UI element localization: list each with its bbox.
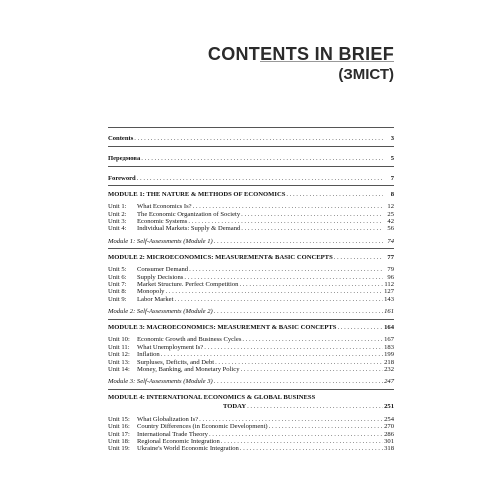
page-number: 79 — [387, 266, 394, 274]
divider — [108, 185, 394, 186]
entry-title: The Economic Organization of Society — [137, 210, 241, 218]
unit-number: Unit 12: — [108, 351, 130, 359]
entry-title: Economic Systems — [137, 217, 188, 225]
title-rule — [260, 61, 394, 62]
unit-number: Unit 13: — [108, 358, 130, 366]
entry-title: Monopoly — [137, 288, 165, 296]
unit-entry — [108, 203, 394, 210]
page-number: 232 — [384, 366, 394, 374]
page-number: 199 — [384, 351, 394, 359]
module-heading — [108, 252, 394, 261]
dot-leader — [240, 446, 383, 453]
divider — [108, 389, 394, 390]
module-heading — [108, 402, 394, 411]
unit-number: Unit 18: — [108, 438, 130, 445]
page-number: 77 — [387, 253, 394, 261]
toc-entry — [108, 150, 394, 163]
unit-entry — [108, 351, 394, 358]
dot-leader — [188, 219, 383, 226]
table-of-contents — [108, 127, 394, 453]
entry-title: Economic Growth and Business Cycles — [137, 336, 242, 344]
unit-number: Unit 15: — [108, 415, 130, 423]
page-number: 183 — [384, 343, 394, 351]
entry-title: Surpluses, Deficits, and Debt — [137, 358, 215, 366]
unit-number: Unit 3: — [108, 217, 127, 225]
unit-entry — [108, 226, 394, 233]
entry-title: MODULE 3: MACROECONOMICS: MEASUREMENT & BASIC CONCEPTS — [108, 324, 337, 332]
dot-leader — [241, 211, 383, 218]
unit-number: Unit 7: — [108, 280, 127, 288]
dot-leader — [239, 282, 383, 289]
page-number: 247 — [384, 378, 394, 386]
unit-number: Unit 9: — [108, 295, 127, 303]
dot-leader — [214, 379, 383, 386]
page-number: 12 — [387, 203, 394, 211]
entry-title: Consumer Demand — [137, 266, 189, 274]
unit-entry — [108, 366, 394, 373]
entry-title: International Trade Theory — [137, 430, 208, 438]
unit-entry — [108, 289, 394, 296]
entry-title: What Globalization Is? — [137, 415, 199, 423]
page-number: 218 — [384, 358, 394, 366]
unit-number: Unit 5: — [108, 266, 127, 274]
unit-number: Unit 1: — [108, 203, 127, 211]
self-assessment-entry — [108, 379, 394, 386]
module-heading — [108, 189, 394, 198]
dot-leader — [214, 309, 383, 316]
dot-leader — [165, 289, 383, 296]
unit-number: Unit 4: — [108, 225, 127, 233]
page-number: 161 — [384, 308, 394, 316]
entry-title: What Unemployment Is? — [137, 343, 204, 351]
dot-leader — [221, 439, 383, 446]
divider — [108, 166, 394, 167]
unit-number: Unit 8: — [108, 288, 127, 296]
entry-title: Labor Market — [137, 295, 174, 303]
unit-number: Unit 11: — [108, 343, 130, 351]
page-number: 301 — [384, 438, 394, 445]
entry-title: Regional Economic Integration — [137, 438, 220, 445]
entry-title: TODAY — [223, 403, 247, 411]
page-number: 96 — [387, 273, 394, 281]
toc-entry — [108, 170, 394, 183]
dot-leader — [241, 367, 384, 374]
dot-leader — [247, 404, 383, 411]
entry-title: Foreword — [108, 174, 136, 182]
unit-number: Unit 6: — [108, 273, 127, 281]
divider — [108, 146, 394, 147]
self-assessment-entry — [108, 238, 394, 245]
entry-title: Individual Markets: Supply & Demand — [137, 225, 241, 233]
dot-leader — [193, 204, 383, 211]
entry-title: Country Differences (in Economic Development) — [137, 423, 268, 431]
unit-number: Unit 17: — [108, 430, 130, 438]
entry-title: Inflation — [137, 351, 160, 359]
entry-title: Contents — [108, 135, 134, 143]
unit-entry — [108, 423, 394, 430]
unit-entry — [108, 446, 394, 453]
dot-leader — [337, 325, 383, 332]
divider — [108, 248, 394, 249]
page-number: 25 — [387, 210, 394, 218]
entry-title: Ukraine's World Economic Integration — [137, 445, 239, 453]
divider — [108, 319, 394, 320]
page-number: 5 — [390, 155, 394, 162]
dot-leader — [214, 238, 383, 245]
unit-entry — [108, 266, 394, 273]
self-assessment-entry — [108, 308, 394, 315]
dot-leader — [174, 296, 383, 303]
page-number: 254 — [384, 415, 394, 423]
dot-leader — [269, 424, 383, 431]
page-number: 42 — [387, 217, 394, 225]
entry-title: Module 3: Self-Assessments (Module 3) — [108, 378, 213, 386]
entry-title: Supply Decisions — [137, 273, 184, 281]
page-number: 127 — [384, 288, 394, 296]
unit-number: Unit 16: — [108, 423, 130, 431]
entry-title: What Economics Is? — [137, 203, 192, 211]
dot-leader — [286, 191, 383, 198]
page-number: 143 — [384, 295, 394, 303]
dot-leader — [334, 254, 383, 261]
entry-title: MODULE 1: THE NATURE & METHODS OF ECONOMICS — [108, 190, 286, 198]
entry-title: Module 2: Self-Assessments (Module 2) — [108, 308, 213, 316]
page-number: 74 — [387, 237, 394, 245]
dot-leader — [242, 337, 383, 344]
unit-number: Unit 10: — [108, 336, 130, 344]
toc-entry — [108, 130, 394, 143]
page-number: 286 — [384, 430, 394, 438]
divider — [108, 127, 394, 128]
page-number: 251 — [384, 403, 394, 411]
page-title: CONTENTS IN BRIEF — [207, 44, 394, 64]
dot-leader — [137, 175, 383, 182]
entry-title: MODULE 2: MICROECONOMICS: MEASUREMENT& BASIC CONCEPTS — [108, 253, 333, 261]
dot-leader — [241, 226, 383, 233]
unit-entry — [108, 337, 394, 344]
module-heading — [108, 323, 394, 332]
page-number: 270 — [384, 423, 394, 431]
entry-title: Market Structure. Perfect Competition — [137, 280, 239, 288]
dot-leader — [161, 352, 383, 359]
dot-leader — [141, 156, 383, 163]
page-number: 112 — [384, 280, 394, 288]
page-number: 56 — [387, 225, 394, 233]
page-number: 8 — [390, 190, 394, 198]
page-number: 167 — [384, 336, 394, 344]
page-number: 164 — [384, 324, 394, 332]
dot-leader — [199, 416, 383, 423]
unit-entry — [108, 296, 394, 303]
entry-title: MODULE 4: INTERNATIONAL ECONOMICS & GLOBAL BUSINESS — [108, 394, 316, 402]
dot-leader — [189, 267, 383, 274]
page-number: 3 — [390, 135, 394, 143]
page-number: 318 — [384, 445, 394, 453]
dot-leader — [134, 136, 383, 143]
unit-number: Unit 19: — [108, 445, 130, 453]
dot-leader — [215, 359, 383, 366]
unit-number: Unit 14: — [108, 366, 130, 374]
entry-title: Money, Banking, and Monetary Policy — [137, 366, 240, 374]
unit-number: Unit 2: — [108, 210, 127, 218]
dot-leader — [204, 344, 383, 351]
page-subtitle: (ЗМІСТ) — [338, 66, 394, 83]
module-heading — [108, 393, 394, 402]
dot-leader — [209, 431, 383, 438]
page-number: 7 — [390, 174, 394, 182]
entry-title: Передмова — [108, 155, 141, 162]
entry-title: Module 1: Self-Assessments (Module 1) — [108, 237, 213, 245]
dot-leader — [184, 274, 383, 281]
